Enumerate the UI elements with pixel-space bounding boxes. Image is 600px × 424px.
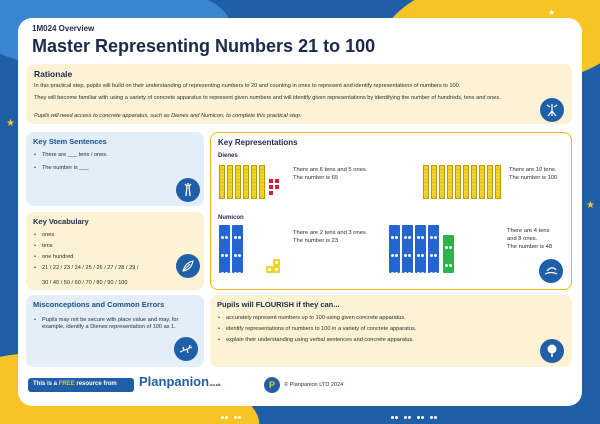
- branch-icon: [174, 337, 198, 361]
- dienes-ten-rod: [243, 165, 249, 199]
- caption-line: The number is 48: [507, 244, 553, 250]
- free-resource-badge: [28, 378, 134, 392]
- list-item: • one hundred: [34, 254, 138, 261]
- rationale-paragraph: They will become familiar with using a variety of concrete apparatus to represent given numbers and will identify given representations by identifying the number of hundreds, tens and ones.: [34, 95, 501, 101]
- star-icon: ★: [548, 8, 556, 17]
- flourish-heading: Pupils will FLOURISH if they can...: [217, 300, 340, 309]
- caption-line: The number is 100: [509, 175, 558, 181]
- flourish-panel: [210, 295, 572, 367]
- stem-list: [34, 152, 108, 159]
- caption-line: and 8 ones.: [507, 236, 538, 242]
- numicon-ten-plate: [389, 225, 400, 273]
- numicon-label: Numicon: [218, 215, 244, 221]
- badge-text: This is a: [33, 381, 59, 387]
- misconceptions-panel: [26, 295, 204, 367]
- stem-heading: Key Stem Sentences: [33, 137, 107, 146]
- misconceptions-heading: Misconceptions and Common Errors: [33, 300, 165, 309]
- numicon-ten-plate: [415, 225, 426, 273]
- hand-leaf-icon: [539, 259, 563, 283]
- caption-line: There are 10 tens.: [509, 167, 557, 173]
- dienes-100-caption: [509, 166, 557, 182]
- leaves-icon: [176, 254, 200, 278]
- rationale-heading: Rationale: [34, 69, 73, 79]
- vocabulary-panel: [26, 212, 204, 290]
- vocabulary-list: [34, 232, 138, 272]
- vocabulary-continuation: 30 / 40 / 50 / 60 / 70 / 80 / 90 / 100: [42, 280, 128, 286]
- planpanion-logo-icon: P: [264, 377, 280, 393]
- dienes-one-cube: [275, 179, 279, 183]
- resource-code: 1M024 Overview: [32, 24, 95, 33]
- numicon-ten-plate: [219, 225, 230, 273]
- brand-domain: .co.uk: [209, 382, 221, 387]
- list-item: • accurately represent numbers up to 100 using given concrete apparatus.: [218, 315, 416, 322]
- brand-name: Planpanion: [139, 374, 210, 389]
- dienes-ten-rod: [219, 165, 225, 199]
- numicon-ten-plate: [232, 225, 243, 273]
- list-item: • 21 / 22 / 23 / 24 / 25 / 26 / 27 / 28 / 29 /: [34, 265, 138, 272]
- dienes-ten-rod: [235, 165, 241, 199]
- numicon-ten-plate: [402, 225, 413, 273]
- dienes-one-cube: [269, 185, 273, 189]
- dienes-ten-rod: [439, 165, 445, 199]
- misconceptions-list: [34, 317, 199, 331]
- caption-line: There are 2 tens and 3 ones.: [293, 230, 368, 236]
- stem-sentences-panel: [26, 132, 204, 206]
- list-item: • tens: [34, 243, 138, 250]
- brand-logo[interactable]: [139, 374, 221, 389]
- stem-list: [34, 165, 89, 172]
- dienes-one-cube: [269, 191, 273, 195]
- tree-icon: [540, 339, 564, 363]
- star-icon: ★: [586, 200, 595, 211]
- list-item: • The number is ___: [34, 165, 89, 172]
- dienes-ten-rod: [479, 165, 485, 199]
- star-icon: ★: [6, 118, 15, 129]
- numicon-48-caption: [507, 227, 552, 251]
- caption-line: The number is 65: [293, 175, 339, 181]
- dienes-ten-rod: [447, 165, 453, 199]
- rationale-paragraph: In this practical step, pupils will build on their understanding of representing numbers to 20 and counting in ones to represent and identify representations of numbers to 100.: [34, 83, 461, 89]
- dienes-ten-rod: [463, 165, 469, 199]
- dienes-ten-rod: [251, 165, 257, 199]
- badge-free-text: FREE: [58, 381, 75, 387]
- flourish-list: [218, 315, 416, 344]
- numicon-one-piece: [266, 266, 273, 273]
- dienes-label: Dienes: [218, 153, 238, 159]
- list-item: • identify representations of numbers to 100 in a variety of concrete apparatus.: [218, 326, 416, 333]
- dienes-ten-rod: [455, 165, 461, 199]
- caption-line: There are 6 tens and 5 ones.: [293, 167, 368, 173]
- tree-trunk-icon: [176, 178, 200, 202]
- numicon-ones-plate: [443, 235, 454, 273]
- page-title: Master Representing Numbers 21 to 100: [32, 36, 376, 56]
- numicon-one-piece: [273, 266, 280, 273]
- badge-text: resource from: [74, 381, 117, 387]
- key-representations-panel: [210, 132, 572, 290]
- dienes-ten-rod: [423, 165, 429, 199]
- dienes-ten-rod: [227, 165, 233, 199]
- numicon-ten-plate: [428, 225, 439, 273]
- vocabulary-heading: Key Vocabulary: [33, 217, 89, 226]
- list-item: • ones: [34, 232, 138, 239]
- caption-line: The number is 23: [293, 238, 339, 244]
- dienes-ten-rod: [487, 165, 493, 199]
- tree-roots-icon: [540, 98, 564, 122]
- list-item: • explain their understanding using verbal sentences and concrete apparatus.: [218, 337, 416, 344]
- dienes-ten-rod: [259, 165, 265, 199]
- numicon-one-piece: [273, 259, 280, 266]
- copyright-text: © Planpanion LTD 2024: [284, 382, 344, 388]
- dienes-ten-rod: [495, 165, 501, 199]
- dienes-one-cube: [275, 185, 279, 189]
- dienes-65-caption: [293, 166, 367, 182]
- dienes-one-cube: [269, 179, 273, 183]
- key-representations-heading: Key Representations: [218, 138, 298, 147]
- caption-line: There are 4 tens: [507, 228, 550, 234]
- numicon-23-caption: [293, 229, 367, 245]
- rationale-panel: [26, 64, 572, 124]
- list-item: • Pupils may not be secure with place value and may, for example, identify a Dienes representation of 100 as 1.: [34, 317, 199, 331]
- rationale-note: Pupils will need access to concrete apparatus, such as Dienes and Numicon, to complete this practical step.: [34, 113, 302, 119]
- dienes-ten-rod: [431, 165, 437, 199]
- list-item: • There are ___ tens / ones.: [34, 152, 108, 159]
- dienes-ten-rod: [471, 165, 477, 199]
